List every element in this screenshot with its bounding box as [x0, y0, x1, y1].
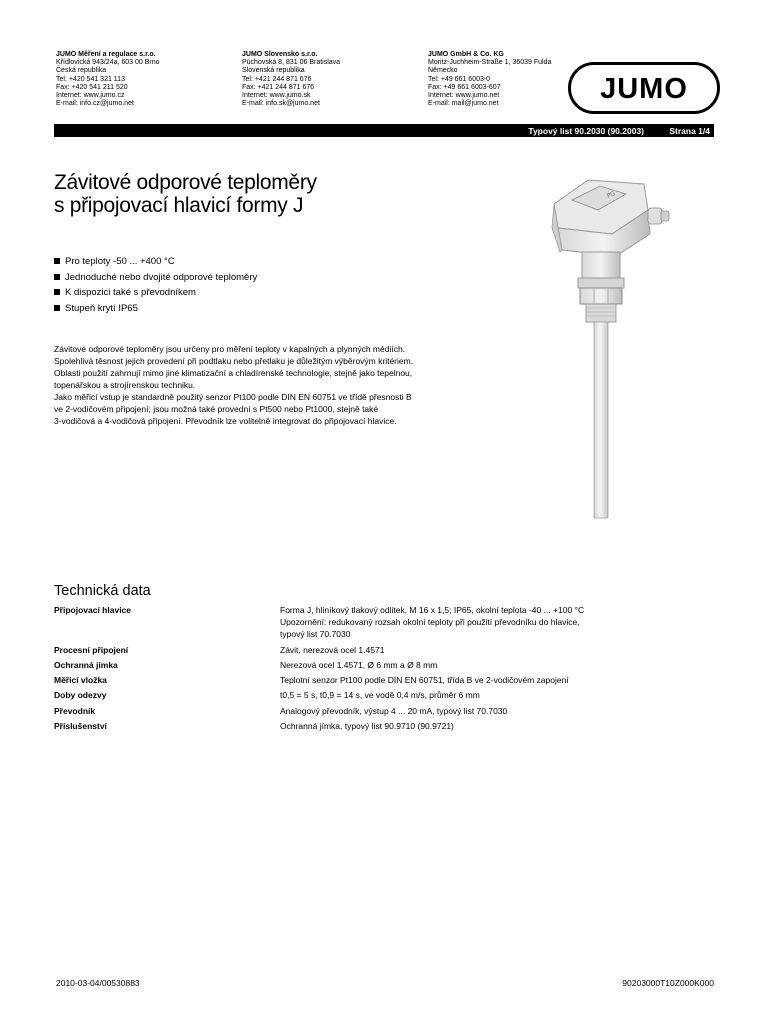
- tech-value-line: Nerezová ocel 1.4571, Ø 6 mm a Ø 8 mm: [280, 660, 438, 670]
- tech-label: Příslušenství: [54, 721, 107, 731]
- footer-doc-code: 90203000T10Z000K000: [622, 978, 714, 988]
- feature-item: [54, 285, 257, 301]
- feature-text: Jednoduché nebo dvojité odporové teploměry: [65, 271, 258, 283]
- footer-date-code: 2010-03-04/00530883: [56, 978, 140, 988]
- tech-value-line: Analogový převodník, výstup 4 ... 20 mA, typový list 70.7030: [280, 706, 508, 716]
- bullet-square-icon: [54, 305, 60, 311]
- tech-value-line: Ochranná jímka, typový list 90.9710 (90.9721): [280, 721, 454, 731]
- feature-item: [54, 301, 257, 317]
- feature-text: Pro teploty -50 ... +400 °C: [65, 256, 175, 267]
- tech-value-line: Závit, nerezová ocel 1.4571: [280, 645, 385, 655]
- page-title: [54, 171, 317, 217]
- tech-value-line: Forma J, hliníkový tlakový odlitek, M 16 x 1,5; IP65, okolní teplota -40 ... +100 °C: [280, 605, 585, 615]
- page-number: Strana 1/4: [669, 125, 710, 136]
- tech-label: Připojovací hlavice: [54, 605, 132, 615]
- bullet-square-icon: [54, 289, 60, 295]
- feature-text: Stupeň krytí IP65: [65, 302, 138, 314]
- tech-value: [280, 720, 454, 732]
- address-line: Křídlovická 943/24a, 603 00 Brno: [56, 59, 160, 67]
- logo-text: JUMO: [600, 73, 688, 105]
- tech-value-line: Teplotní senzor Pt100 podle DIN EN 60751, třída B ve 2-vodičovém zapojení: [280, 675, 569, 685]
- email: E-mail: info.cz@jumo.net: [56, 100, 134, 108]
- address-line: Německo: [428, 67, 458, 75]
- fax: Fax: +421 244 871 676: [242, 83, 315, 91]
- fax: Fax: +420 541 211 520: [56, 83, 128, 91]
- intro-line: Jako měřicí vstup je standardně použitý senzor Pt100 podle DIN EN 60751 ve třídě přesnosti B: [54, 392, 412, 402]
- title-line-2: s připojovací hlavicí formy J: [54, 194, 304, 217]
- tech-data-heading: Technická data: [54, 583, 151, 599]
- email: E-mail: mail@jumo.net: [428, 100, 499, 108]
- tech-value: [280, 689, 480, 701]
- company-name: JUMO GmbH & Co. KG: [428, 51, 504, 58]
- tech-value: [280, 604, 584, 640]
- intro-paragraph: [54, 343, 504, 427]
- intro-line: Závitové odporové teploměry jsou určeny pro měření teploty v kapalných a plynných médiích.: [54, 344, 406, 354]
- intro-line: Oblasti použití zahrnují mimo jiné klimatizační a chladírenské technologie, stejně jako tepelnou,: [54, 368, 413, 378]
- company-address-cz: [56, 51, 160, 108]
- bullet-square-icon: [54, 258, 60, 264]
- tech-value: [280, 705, 507, 717]
- tech-value-line: Upozornění: redukovaný rozsah okolní teploty při použití převodníku do hlavice,: [280, 617, 580, 627]
- company-name: JUMO Slovensko s.r.o.: [242, 51, 318, 58]
- address-line: Česká republika: [56, 67, 107, 75]
- document-number: Typový list 90.2030 (90.2003): [528, 125, 644, 136]
- website: Internet: www.jumo.sk: [242, 92, 311, 100]
- phone: Tel: +49 661 6003-0: [428, 75, 491, 83]
- company-address-sk: [242, 51, 340, 108]
- feature-item: [54, 270, 257, 286]
- website: Internet: www.jumo.net: [428, 92, 500, 100]
- jumo-logo: [568, 62, 720, 114]
- intro-line: Spolehlivá těsnost jejich provedení při podtlaku nebo přetlaku je důležitým výběrovým kritériem.: [54, 356, 414, 366]
- tech-value-line: typový list 70.7030: [280, 629, 351, 639]
- address-line: Púchovská 8, 831 06 Bratislava: [242, 59, 341, 67]
- title-line-1: Závitové odporové teploměry: [54, 171, 317, 194]
- email: E-mail: info.sk@jumo.net: [242, 100, 320, 108]
- phone: Tel: +420 541 321 113: [56, 75, 125, 83]
- tech-value: [280, 659, 437, 671]
- address-line: Moritz-Juchheim-Straße 1, 36039 Fulda: [428, 59, 552, 67]
- address-line: Slovenská republika: [242, 67, 305, 75]
- intro-line: ve 2-vodičovém připojení; jsou možná také provední s Pt500 nebo Pt1000, stejně také: [54, 404, 379, 414]
- tech-label: Převodník: [54, 706, 96, 716]
- intro-line: topenářskou a strojírenskou techniku.: [54, 380, 196, 390]
- bullet-square-icon: [54, 274, 60, 280]
- tech-label: Procesní připojení: [54, 645, 129, 655]
- website: Internet: www.jumo.cz: [56, 92, 125, 100]
- tech-value: [280, 674, 569, 686]
- phone: Tel: +421 244 871 676: [242, 75, 312, 83]
- company-address-de: [428, 51, 551, 108]
- tech-value: [280, 644, 384, 656]
- svg-text:PG: PG: [605, 189, 617, 200]
- fax: Fax: +49 661 6003-607: [428, 83, 501, 91]
- company-name: JUMO Měření a regulace s.r.o.: [56, 51, 156, 58]
- feature-item: [54, 254, 257, 270]
- feature-list: [54, 254, 257, 316]
- thermometer-product-image: [540, 172, 680, 520]
- document-bar: [54, 124, 714, 137]
- feature-text: K dispozici také s převodníkem: [65, 287, 196, 298]
- tech-label: Ochranná jímka: [54, 660, 118, 670]
- tech-label: Doby odezvy: [54, 690, 107, 700]
- tech-label: Měřicí vložka: [54, 675, 107, 685]
- intro-line: 3-vodičová a 4-vodičová připojení. Převodník lze volitelně integrovat do připojovací hlavice.: [54, 416, 397, 426]
- tech-value-line: t0,5 = 5 s, t0,9 = 14 s, ve vodě 0,4 m/s, průměr 6 mm: [280, 690, 480, 700]
